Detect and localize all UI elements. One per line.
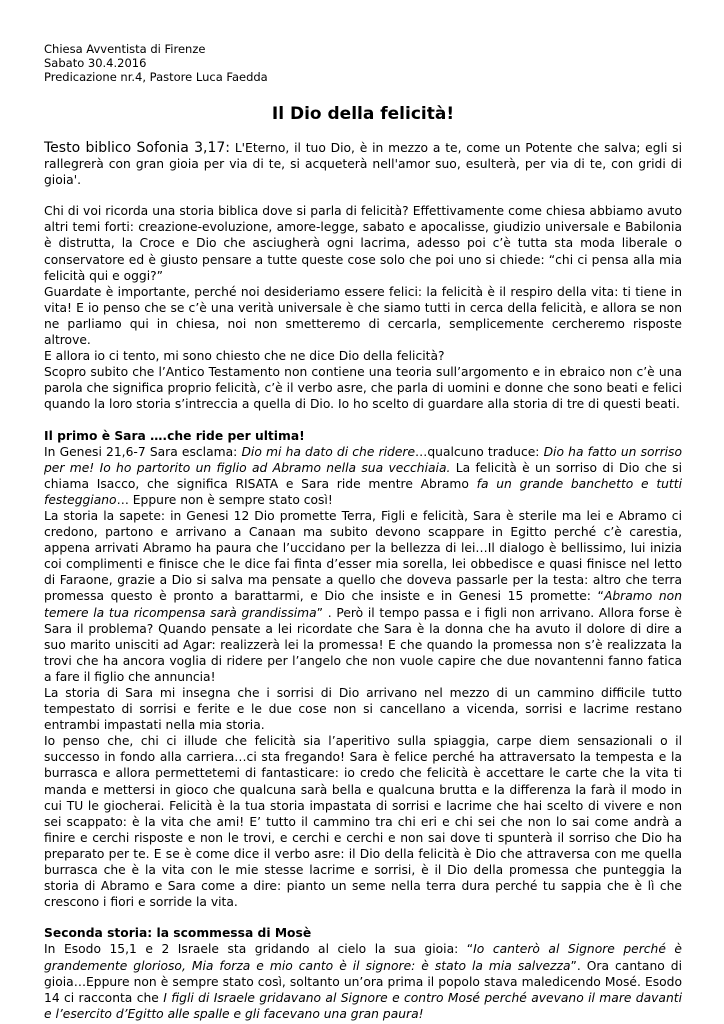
quote-run: I figli di Israele gridavano al Signore e contro Mosé perché avevano il mare davanti e l’esercito d’Egitto alle spalle e gli facevano una gran paura! (44, 990, 682, 1021)
paragraph (44, 941, 682, 1021)
paragraph (44, 444, 682, 508)
paragraph: Io penso che, chi ci illude che felicità sia l’aperitivo sulla spiaggia, carpe diem sensazionali o il successo in fondo alla carriera…ci sta fregando! Sara è felice perché ha attraversato la tempesta e la burrasca e allora permettetemi di fantasticare: io credo che felicità è accettare le carte che la vita ti manda e mettersi in gioco che qualcuna sarà bella e qualcuna brutta e la differenza la farà il modo in cui TU le giocherai. Felicità è la tua storia impastata di sorrisi e lacrime che hai scelto di vivere e non sei scappato: è la vita che ami! E’ tutto il cammino tra chi eri e chi sei che non lo sai come andrà a finire e cerchi risposte e non le trovi, e cerchi e cerchi e non sai dove ti spunterà il sorriso che Dio ha preparato per te. E se è come dice il verbo asre: il Dio della felicità è Dio che attraversa con me quella burrasca che è la vita con le mie stesse lacrime e sorrisi, è il Dio della promessa che punteggia la storia di Abramo e Sara come a dire: pianto un seme nella terra dura perché tu sappia che è lì che crescono i fiori e sorride la vita. (44, 734, 682, 910)
paragraph: Scopro subito che l’Antico Testamento non contiene una teoria sull’argomento e in ebraico non c’è una parola che significa proprio felicità, c’è il verbo asre, che parla di uomini e donne che sono beati e felici quando la loro storia s’intreccia a quella di Dio. Io ho scelto di guardare alla storia di tre di questi beati. (44, 365, 682, 412)
text-run: La storia la sapete: in Genesi 12 Dio promette Terra, Figli e felicità, Sara è sterile ma lei e Abramo ci credono, partono e arrivano a Canaan ma subito devono scappare in Egitto perché c’è carestia, appena arrivati Abramo ha paura che l’uccidano per la bellezza di lei…Il dialogo è bellissimo, lui inizia coi complimenti e finisce che le dice fai finta d’esser mia sorella, lei obbedisce e quasi finisce nel letto di Faraone, grazie a Dio si salva ma pensate a quello che doveva passarle per la testa: altro che terra promessa questo è pronto a barattarmi, e Dio che insiste e in Genesi 15 promette: “ (44, 508, 682, 604)
paragraph: Chi di voi ricorda una storia biblica dove si parla di felicità? Effettivamente come chiesa abbiamo avuto altri temi forti: creazione-evoluzione, amore-legge, sabato e apocalisse, giudizio universale e Babilonia è distrutta, la Croce e Dio che asciugherà ogni lacrima, adesso poi c’è tutta sta moda liberale o conservatore ed è giusto pensare a tutte queste cose solo che poi uno si chiede: “chi ci pensa alla mia felicità qui e oggi?” (44, 204, 682, 283)
section-heading-sara: Il primo è Sara ….che ride per ultima! (44, 428, 305, 443)
text-run: ” . Però il tempo passa e i figli non arrivano. Allora forse è Sara il problema? Quando pensate a lei ricordate che Sara è la donna che ha avuto il dolore di dire a suo marito unisciti ad Agar: realizzerà lei la promessa! E che quando la promessa non s’è realizzata la trovi che ha ancora voglia di ridere per l’angelo che non vuole capire che due novantenni fanno fatica a fare il figlio che annuncia! (44, 605, 682, 684)
quote-run: Abramo non temere la tua ricompensa sarà grandissima (44, 589, 682, 620)
section-heading-mose: Seconda storia: la scommessa di Mosè (44, 926, 312, 941)
paragraph (44, 508, 682, 685)
paragraph: E allora io ci tento, mi sono chiesto che ne dice Dio della felicità? (44, 349, 445, 364)
text-run: … Eppure non è sempre stato così! (116, 492, 333, 507)
page-title: Il Dio della felicità! (271, 104, 455, 124)
quote-run: Dio mi ha dato di che ridere (241, 444, 416, 459)
paragraph: La storia di Sara mi insegna che i sorrisi di Dio arrivano nel mezzo di un cammino difficile tutto tempestato di sorrisi e ferite e le due cose non si cancellano a vicenda, sorrisi e lacrime restano entrambi impastati nella mia storia. (44, 686, 682, 733)
document-body (44, 140, 682, 1022)
text-run: In Genesi 21,6-7 Sara esclama: (44, 444, 242, 459)
sermon-date: Sabato 30.4.2016 (44, 56, 147, 70)
quote-run: fa un grande banchetto e tutti festeggiano (44, 476, 682, 507)
document-header (44, 42, 682, 84)
paragraph: Guardate è importante, perché noi desideriamo essere felici: la felicità è il respiro della vita: ti tiene in vita! E io penso che se c’è una verità universale è che siamo tutti in cerca della felicità, e allora se non ne parliamo qui in chiesa, noi non smetteremo di cercarla, semplicemente cercheremo risposte altrove. (44, 284, 682, 348)
document-page (44, 42, 682, 1022)
text-run: In Esodo 15,1 e 2 Israele sta gridando al cielo la sua gioia: “ (44, 942, 474, 957)
sermon-info: Predicazione nr.4, Pastore Luca Faedda (44, 70, 268, 84)
text-run: …qualcuno traduce: (415, 444, 544, 459)
text-run: ”. Ora cantano di gioia…Eppure non è sempre stato così, soltanto un’ora prima il popolo stava maledicendo Mosé. Esodo 14 ci racconta che (44, 958, 683, 1005)
church-name: Chiesa Avventista di Firenze (44, 42, 206, 56)
bible-text-label: Testo biblico Sofonia 3,17: (44, 140, 231, 156)
quote-run: Io canterò al Signore perché è grandemente glorioso, Mia forza e mio canto è il signore: è stato la mia salvezza (44, 942, 682, 973)
bible-text-paragraph (44, 140, 682, 188)
quote-run: Dio ha fatto un sorriso per me! Io ho partorito un figlio ad Abramo nella sua vecchiaia. (44, 444, 682, 475)
text-run: La felicità è un sorriso di Dio che si chiama Isacco, che significa RISATA e Sara ride mentre Abramo (44, 460, 683, 491)
bible-text-quote: L'Eterno, il tuo Dio, è in mezzo a te, come un Potente che salva; egli si rallegrerà con gran gioia per via di te, si acqueterà nell'amor suo, esulterà, per via di te, con gridi di gioia'. (44, 141, 683, 188)
